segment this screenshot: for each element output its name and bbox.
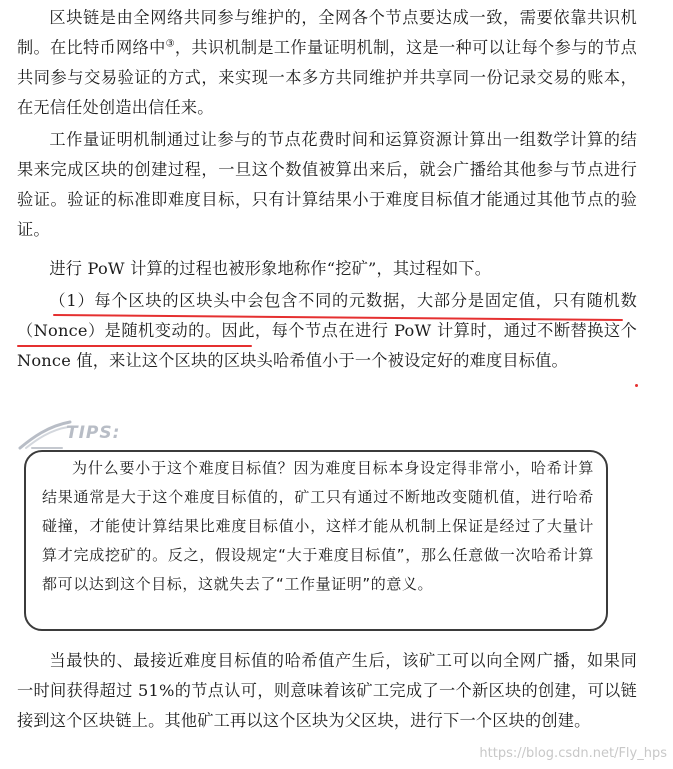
paragraph-pow-mechanism: 工作量证明机制通过让参与的节点花费时间和运算资源计算出一组数学计算的结果来完成区块的创建过程，一旦这个数值被算出来后，就会广播给其他参与节点进行验证。验证的标准即难度目标，只有计算结果小于难度目标值才能通过其他节点的验证。 [17,130,637,239]
watermark: https://blog.csdn.net/Fly_hps [479,746,667,761]
paragraph-block-creation: 当最快的、最接近难度目标值的哈希值产生后，该矿工可以向全网广播，如果同一时间获得超过 51%的节点认可，则意味着该矿工完成了一个新区块的创建，可以链接到这个区块链上。其他矿工再以这个区块为父区块，进行下一个区块的创建。 [17,651,637,730]
footnote-marker: ③ [165,38,175,50]
tips-box [24,450,608,631]
paragraph-mining-intro: 进行 PoW 计算的过程也被形象地称作“挖矿”，其过程如下。 [49,259,492,278]
red-dot-mark [635,384,638,387]
red-underline-annotation [17,345,252,347]
paragraph-consensus-intro [17,3,637,123]
tips-content: 为什么要小于这个难度目标值？因为难度目标本身设定得非常小，哈希计算结果通常是大于这个难度目标值的，矿工只有通过不断地改变随机值，进行哈希碰撞，才能使计算结果比难度目标值小，这样才能从机制上保证是经过了大量计算才完成挖矿的。反之，假设规定“大于难度目标值”，那么任意做一次哈希计算都可以达到这个目标，这就失去了“工作量证明”的意义。 [42,459,594,593]
paragraph-step-1-nonce: （1）每个区块的区块头中会包含不同的元数据，大部分是固定值，只有随机数（Nonce）是随机变动的。因此，每个节点在进行 PoW 计算时，通过不断替换这个 Nonce 值，来让这个区块的区块头哈希值小于一个被设定好的难度目标值。 [17,291,637,370]
tips-label: TIPS: [66,423,121,443]
tips-header [18,418,158,450]
paragraph-consensus-text-b: ，共识机制是工作量证明机制，这是一种可以让每个参与的节点共同参与交易验证的方式，来实现一本多方共同维护并共享同一份记录交易的账本，在无信任处创造出信任来。 [17,38,637,117]
paragraph-consensus-text-a: 区块链是由全网络共同参与维护的，全网各个节点要达成一致，需要依靠共识机制。在比特币网络中 [17,8,637,57]
